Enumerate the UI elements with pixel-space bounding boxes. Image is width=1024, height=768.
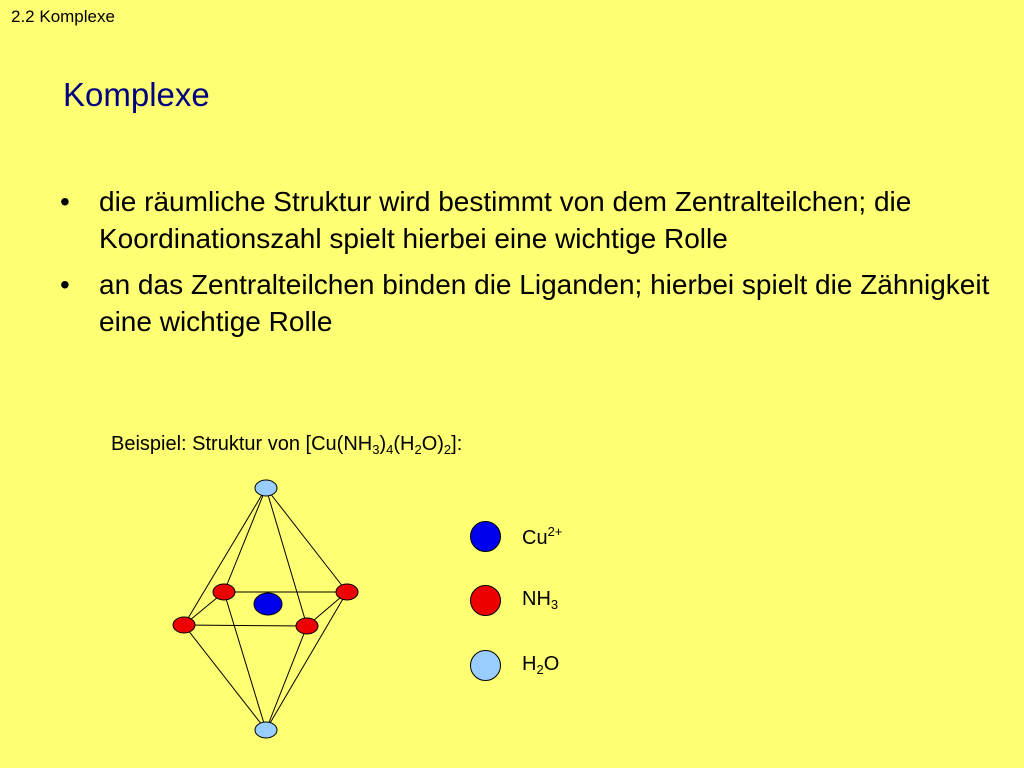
nh3-ligand [336,584,358,600]
bullet-text: die räumliche Struktur wird bestimmt von dem Zentralteilchen; die Koordinationszahl spielt hierbei eine wichtige Rolle [99,186,912,254]
cu-legend-circle [470,521,501,552]
nh3-legend-circle [470,585,501,616]
slide-title: Komplexe [63,76,210,113]
cu-central-ion [254,593,282,615]
h2o-ligand-top [255,480,277,496]
nh3-ligand [213,584,235,600]
bullet-item [60,183,990,257]
example-caption: Beispiel: Struktur von $[Cu(NH_3)_4(H_2O)_2]$: [111,433,463,457]
nh3-ligand [296,618,318,634]
legend-label-nh3: $NH_3$ [522,588,559,612]
bullet-dot: • [60,269,70,300]
nh3-ligand [173,617,195,633]
bullet-item [60,266,990,340]
section-label: 2.2 Komplexe [11,7,115,26]
bullet-dot: • [60,186,70,217]
legend-item-cu [470,519,563,553]
octahedral-complex-diagram [160,470,380,750]
legend-item-h2o [470,648,560,682]
legend-label-cu: $Cu^{2+}$ [522,524,563,549]
legend-label-h2o: $H_2O$ [522,653,560,677]
bullet-text: an das Zentralteilchen binden die Liganden; hierbei spielt die Zähnigkeit eine wichtige Rolle [99,269,990,337]
bullet-list [60,183,990,349]
h2o-legend-circle [470,650,501,681]
legend-item-nh3 [470,583,559,617]
h2o-ligand-bottom [255,722,277,738]
